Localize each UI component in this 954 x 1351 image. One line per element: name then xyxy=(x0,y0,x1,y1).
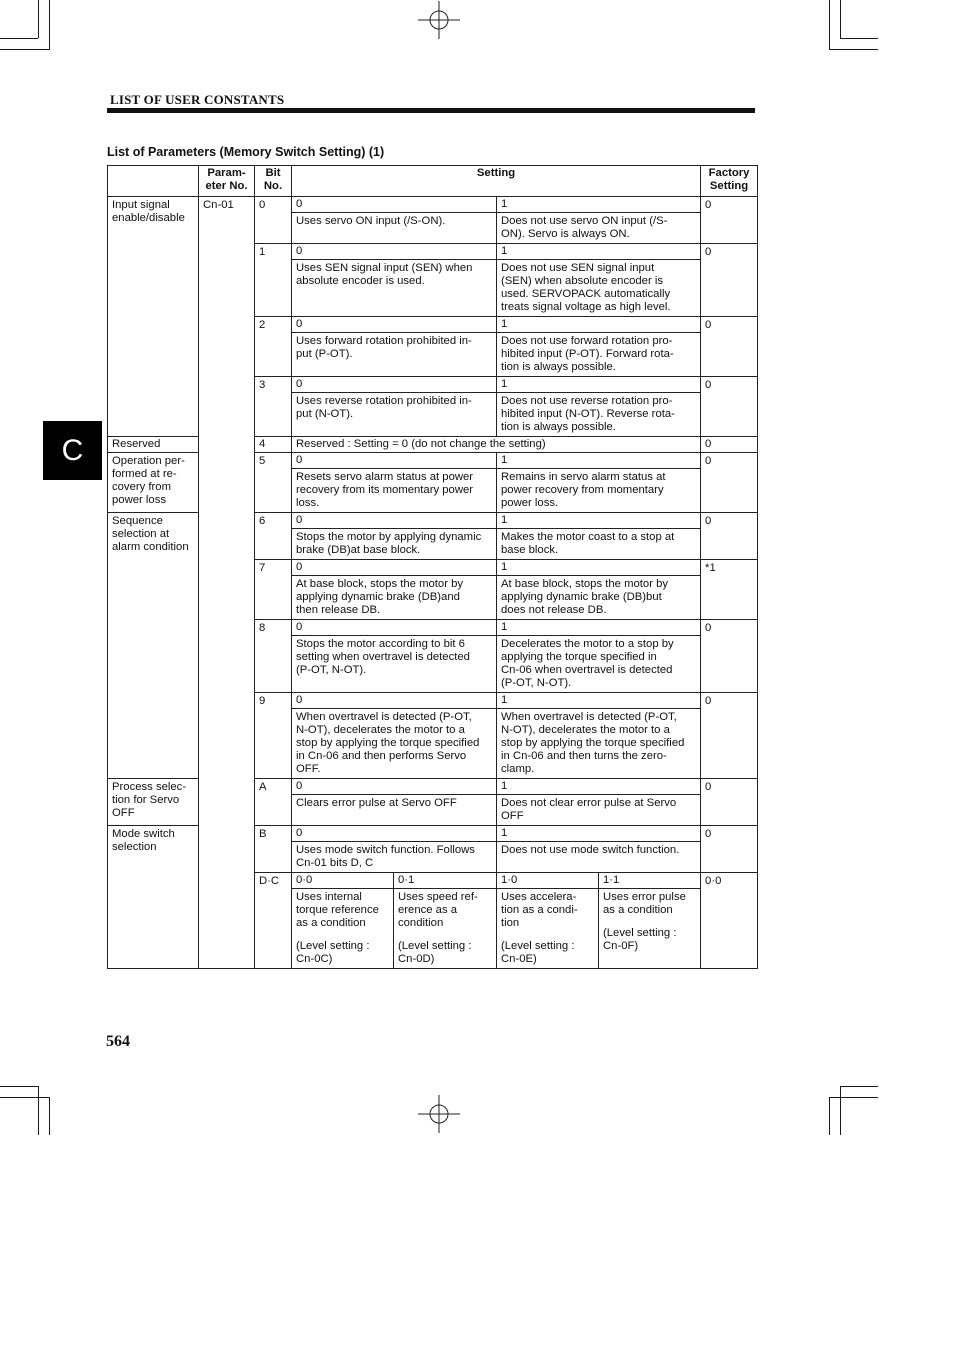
group-power-loss: Operation per- formed at re- covery from power loss xyxy=(108,453,199,513)
setting-1-desc: When overtravel is detected (P-OT, N-OT), decelerates the motor to a stop by applying the torque specified in Cn-06 and then turns the zero- clamp. xyxy=(497,709,701,779)
bit-cell: 6 xyxy=(255,513,292,560)
quad-value: 0·0 xyxy=(292,873,394,889)
bit-cell: 3 xyxy=(255,377,292,437)
bit-cell: 9 xyxy=(255,693,292,779)
bit-cell: D·C xyxy=(255,873,292,969)
setting-1-desc: At base block, stops the motor by applying dynamic brake (DB)but does not release DB. xyxy=(497,576,701,620)
factory-cell: *1 xyxy=(701,560,758,620)
factory-cell: 0 xyxy=(701,693,758,779)
header-function xyxy=(108,166,199,197)
quad-desc: Uses internal torque reference as a condition xyxy=(296,891,379,929)
group-mode-switch: Mode switch selection xyxy=(108,826,199,969)
setting-0-value: 0 xyxy=(292,197,497,213)
quad-desc-cell xyxy=(497,889,599,969)
setting-1-value: 1 xyxy=(497,377,701,393)
factory-cell: 0 xyxy=(701,620,758,693)
setting-1-value: 1 xyxy=(497,513,701,529)
setting-1-desc: Does not use servo ON input (/S- ON). Servo is always ON. xyxy=(497,213,701,244)
quad-level: (Level setting : Cn-0C) xyxy=(296,940,370,965)
factory-cell: 0 xyxy=(701,453,758,513)
quad-level: (Level setting : Cn-0E) xyxy=(501,940,575,965)
reserved-note: Reserved : Setting = 0 (do not change the setting) xyxy=(292,437,701,453)
parameter-table xyxy=(107,165,758,969)
setting-0-value: 0 xyxy=(292,620,497,636)
setting-0-value: 0 xyxy=(292,317,497,333)
setting-1-desc: Remains in servo alarm status at power recovery from momentary power loss. xyxy=(497,469,701,513)
quad-value: 0·1 xyxy=(394,873,497,889)
quad-value: 1·1 xyxy=(599,873,701,889)
setting-0-desc: Resets servo alarm status at power recovery from its momentary power loss. xyxy=(292,469,497,513)
page-number: 564 xyxy=(106,1033,130,1050)
factory-cell: 0 xyxy=(701,437,758,453)
setting-1-desc: Does not use forward rotation pro- hibited input (P-OT). Forward rota- tion is always possible. xyxy=(497,333,701,377)
group-reserved: Reserved xyxy=(108,437,199,453)
setting-0-value: 0 xyxy=(292,826,497,842)
setting-1-desc: Makes the motor coast to a stop at base block. xyxy=(497,529,701,560)
setting-0-desc: Stops the motor by applying dynamic brake (DB)at base block. xyxy=(292,529,497,560)
setting-0-desc: Stops the motor according to bit 6 setting when overtravel is detected (P-OT, N-OT). xyxy=(292,636,497,693)
header-bit-no: Bit No. xyxy=(255,166,292,197)
group-input-signal: Input signal enable/disable xyxy=(108,197,199,437)
quad-desc-cell xyxy=(394,889,497,969)
setting-1-value: 1 xyxy=(497,620,701,636)
factory-cell: 0 xyxy=(701,779,758,826)
registration-mark-top xyxy=(418,1,460,39)
header-factory: Factory Setting xyxy=(701,166,758,197)
setting-0-value: 0 xyxy=(292,453,497,469)
setting-1-desc: Does not use SEN signal input (SEN) when absolute encoder is used. SERVOPACK automatically treats signal voltage as high level. xyxy=(497,260,701,317)
bit-cell: 8 xyxy=(255,620,292,693)
quad-level: (Level setting : Cn-0D) xyxy=(398,940,472,965)
setting-1-value: 1 xyxy=(497,453,701,469)
factory-cell: 0 xyxy=(701,244,758,317)
quad-level: (Level setting : Cn-0F) xyxy=(603,927,677,952)
setting-0-desc: Uses mode switch function. Follows Cn-01 bits D, C xyxy=(292,842,497,873)
setting-0-value: 0 xyxy=(292,693,497,709)
registration-mark-bottom xyxy=(418,1095,460,1133)
setting-1-value: 1 xyxy=(497,693,701,709)
setting-0-desc: Uses forward rotation prohibited in- put (P-OT). xyxy=(292,333,497,377)
setting-0-desc: Uses servo ON input (/S-ON). xyxy=(292,213,497,244)
setting-0-value: 0 xyxy=(292,560,497,576)
section-header: LIST OF USER CONSTANTS xyxy=(110,92,285,107)
bit-cell: 4 xyxy=(255,437,292,453)
header-row xyxy=(108,166,758,197)
table-title: List of Parameters (Memory Switch Setting) (1) xyxy=(107,145,385,159)
bit-cell: A xyxy=(255,779,292,826)
setting-1-value: 1 xyxy=(497,244,701,260)
quad-desc-cell xyxy=(599,889,701,969)
quad-desc: Uses accelera- tion as a condi- tion xyxy=(501,891,578,929)
setting-0-value: 0 xyxy=(292,244,497,260)
setting-1-desc: Does not use mode switch function. xyxy=(497,842,701,873)
appendix-tab: C xyxy=(43,421,102,480)
setting-1-value: 1 xyxy=(497,197,701,213)
setting-1-value: 1 xyxy=(497,826,701,842)
factory-cell: 0·0 xyxy=(701,873,758,969)
setting-0-desc: At base block, stops the motor by applying dynamic brake (DB)and then release DB. xyxy=(292,576,497,620)
header-rule xyxy=(107,108,755,113)
factory-cell: 0 xyxy=(701,377,758,437)
quad-desc: Uses speed ref- erence as a condition xyxy=(398,891,478,929)
setting-1-desc: Decelerates the motor to a stop by applying the torque specified in Cn-06 when overtravel is detected (P-OT, N-OT). xyxy=(497,636,701,693)
table-row xyxy=(108,197,758,213)
header-setting: Setting xyxy=(292,166,701,197)
setting-1-value: 1 xyxy=(497,560,701,576)
setting-1-desc: Does not clear error pulse at Servo OFF xyxy=(497,795,701,826)
bit-cell: B xyxy=(255,826,292,873)
quad-desc: Uses error pulse as a condition xyxy=(603,891,686,916)
bit-cell: 0 xyxy=(255,197,292,244)
setting-0-desc: When overtravel is detected (P-OT, N-OT), decelerates the motor to a stop by applying the torque specified in Cn-06 and then performs Servo OFF. xyxy=(292,709,497,779)
bit-cell: 1 xyxy=(255,244,292,317)
setting-0-value: 0 xyxy=(292,377,497,393)
quad-value: 1·0 xyxy=(497,873,599,889)
group-servo-off: Process selec- tion for Servo OFF xyxy=(108,779,199,826)
header-param-no: Param- eter No. xyxy=(199,166,255,197)
factory-cell: 0 xyxy=(701,197,758,244)
bit-cell: 7 xyxy=(255,560,292,620)
setting-0-value: 0 xyxy=(292,513,497,529)
setting-1-value: 1 xyxy=(497,779,701,795)
factory-cell: 0 xyxy=(701,317,758,377)
factory-cell: 0 xyxy=(701,826,758,873)
setting-0-desc: Uses SEN signal input (SEN) when absolute encoder is used. xyxy=(292,260,497,317)
group-alarm-sequence: Sequence selection at alarm condition xyxy=(108,513,199,779)
bit-cell: 2 xyxy=(255,317,292,377)
setting-1-value: 1 xyxy=(497,317,701,333)
quad-desc-cell xyxy=(292,889,394,969)
setting-0-desc: Clears error pulse at Servo OFF xyxy=(292,795,497,826)
bit-cell: 5 xyxy=(255,453,292,513)
setting-1-desc: Does not use reverse rotation pro- hibited input (N-OT). Reverse rota- tion is always possible. xyxy=(497,393,701,437)
param-no-cell: Cn-01 xyxy=(199,197,255,969)
setting-0-desc: Uses reverse rotation prohibited in- put (N-OT). xyxy=(292,393,497,437)
factory-cell: 0 xyxy=(701,513,758,560)
setting-0-value: 0 xyxy=(292,779,497,795)
